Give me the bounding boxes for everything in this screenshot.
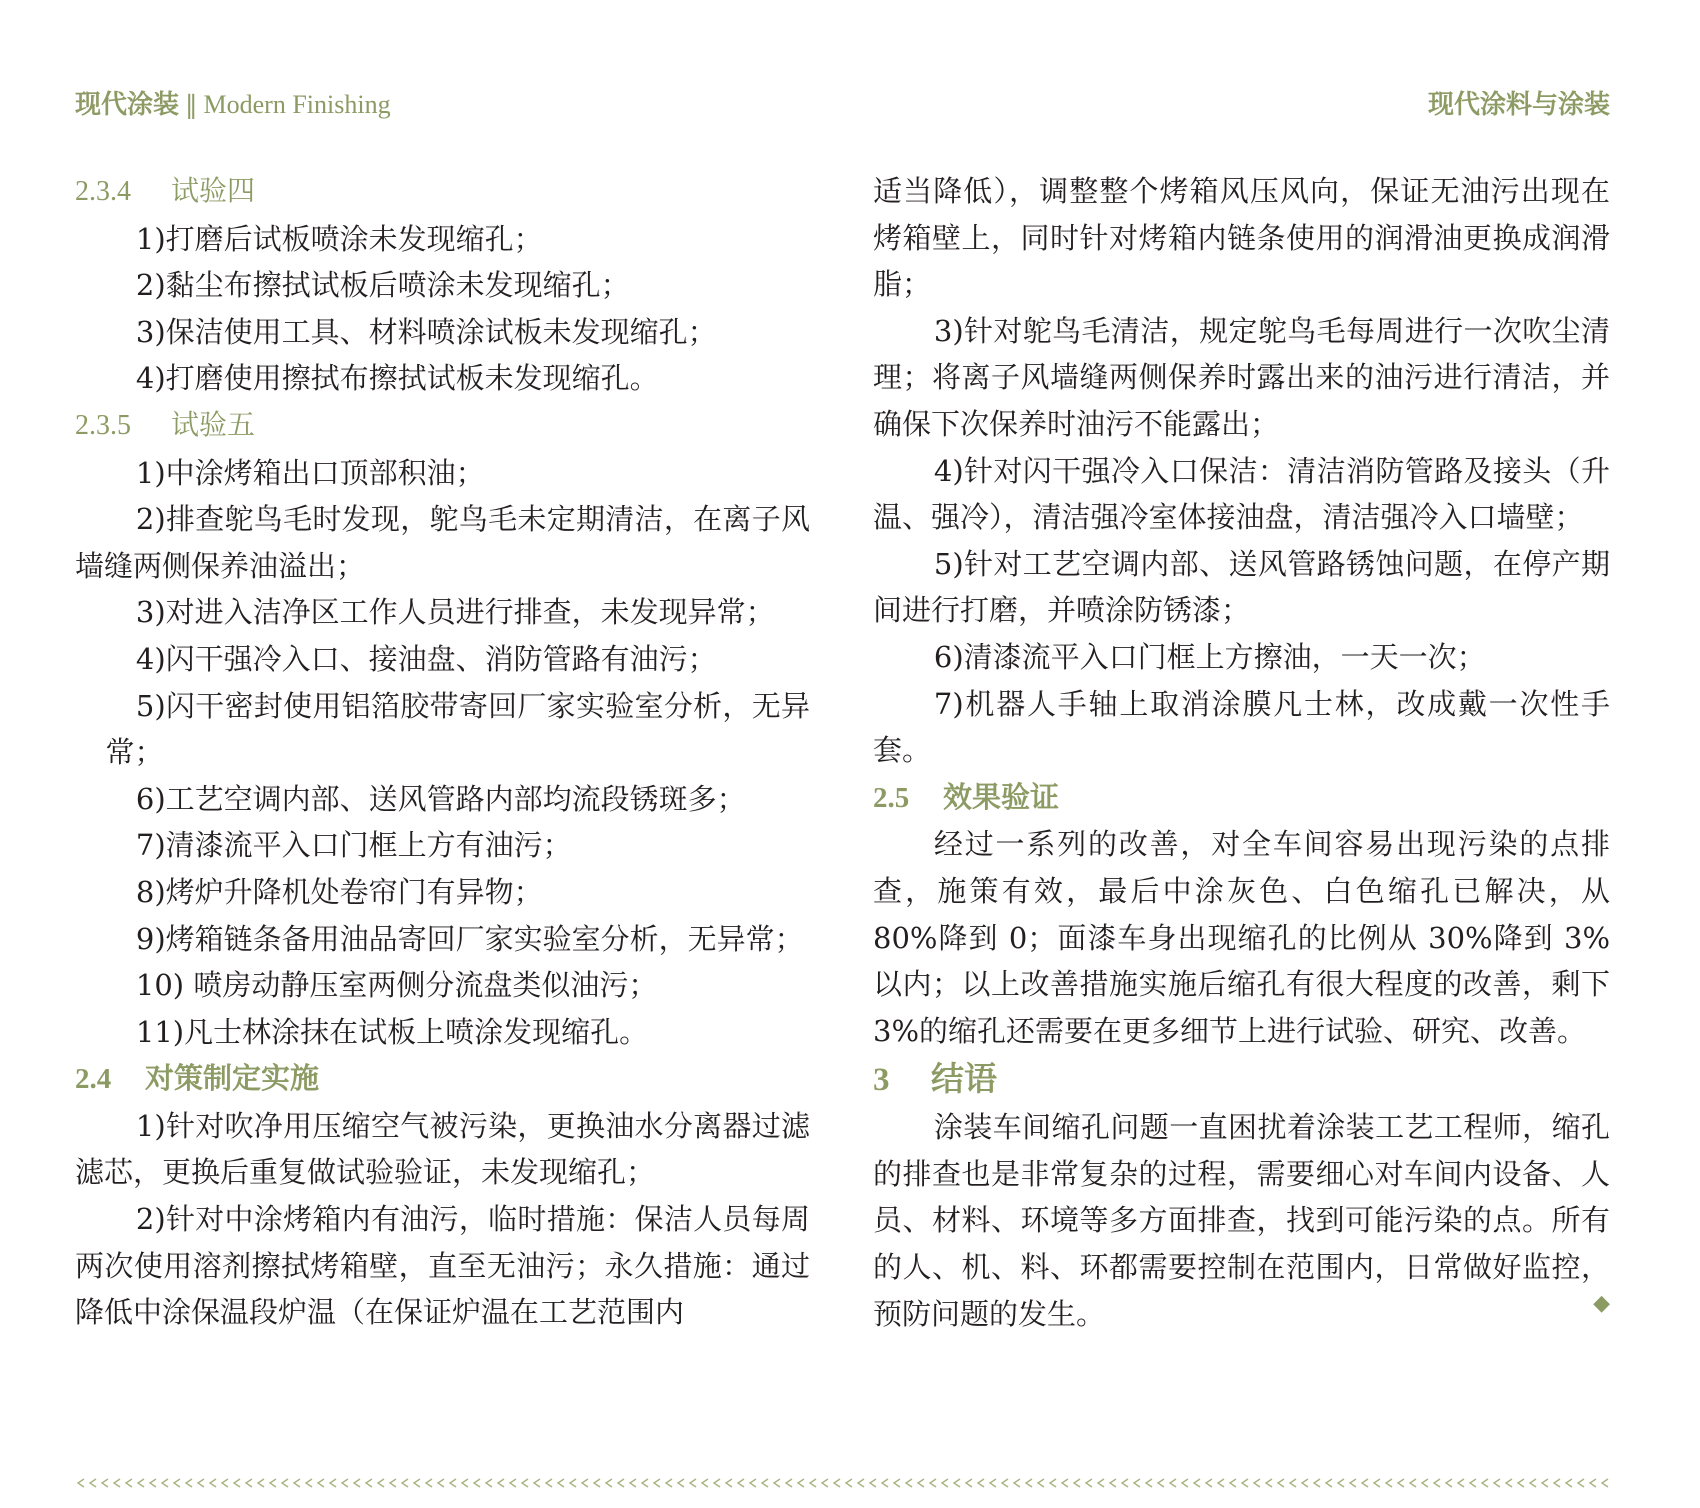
magazine-brand: 现代涂装 [75, 90, 180, 120]
list-item: 9)烤箱链条备用油品寄回厂家实验室分析，无异常； [135, 921, 804, 956]
list-item: 1)针对吹净用压缩空气被污染，更换油水分离器过滤滤芯，更换后重复做试验验证，未发现缩孔； [75, 1108, 810, 1190]
list-item: 4)闪干强冷入口、接油盘、消防管路有油污； [135, 641, 717, 676]
list-item: 5)针对工艺空调内部、送风管路锈蚀问题，在停产期间进行打磨，并喷涂防锈漆； [873, 546, 1610, 628]
left-column [75, 168, 810, 1336]
list-item: 4)打磨使用擦拭布擦拭试板未发现缩孔。 [135, 361, 659, 396]
header-separator: ‖ [185, 90, 198, 119]
section-heading-2-5: 2.5 效果验证 [873, 779, 1060, 814]
list-item: 3)保洁使用工具、材料喷涂试板未发现缩孔； [135, 314, 717, 349]
list-item: 6)工艺空调内部、送风管路内部均流段锈斑多； [135, 781, 746, 816]
list-item: 3)对进入洁净区工作人员进行排查，未发现异常； [135, 595, 775, 630]
list-item: 2)黏尘布擦拭试板后喷涂未发现缩孔； [135, 268, 630, 303]
list-item: 10) 喷房动静压室两侧分流盘类似油污； [135, 968, 658, 1003]
right-column [873, 168, 1610, 1337]
end-of-article-diamond-icon: ◆ [1593, 1290, 1610, 1316]
list-item: 11)凡士林涂抹在试板上喷涂发现缩孔。 [135, 1014, 649, 1049]
continued-paragraph: 适当降低），调整整个烤箱风压风向，保证无油污出现在烤箱壁上，同时针对烤箱内链条使用的润滑油更换成润滑脂； [873, 174, 1610, 302]
list-item: 5)闪干密封使用铝箔胶带寄回厂家实验室分析，无异常； [105, 688, 810, 770]
journal-name: 现代涂料与涂装 [1427, 90, 1610, 120]
list-item: 8)烤炉升降机处卷帘门有异物； [135, 874, 543, 909]
body-paragraph: 涂装车间缩孔问题一直困扰着涂装工艺工程师，缩孔的排查也是非常复杂的过程，需要细心对车间内设备、人员、材料、环境等多方面排查，找到可能污染的点。所有的人、机、料、环都需要控制在范围内，日常做好监控，预防问题的发生。 [873, 1110, 1610, 1331]
conclusion-block [873, 1104, 1610, 1337]
body-paragraph: 经过一系列的改善，对全车间容易出现污染的点排查，施策有效，最后中涂灰色、白色缩孔已解决，从 80%降到 0；面漆车身出现缩孔的比例从 30%降到 3%以内；以上改善措施实施后缩孔有很大程度的改善，剩下 3%的缩孔还需要在更多细节上进行试验、研究、改善。 [873, 827, 1610, 1048]
list-item: 7)清漆流平入口门框上方有油污； [135, 828, 572, 863]
list-item: 1)打磨后试板喷涂未发现缩孔； [135, 221, 543, 256]
magazine-english-name: Modern Finishing [203, 90, 391, 119]
list-item: 2)排查鸵鸟毛时发现，鸵鸟毛未定期清洁，在离子风墙缝两侧保养油溢出； [75, 502, 810, 583]
section-heading-2-3-4: 2.3.4 试验四 [75, 174, 256, 207]
list-item: 4)针对闪干强冷入口保洁：清洁消防管路及接头（升温、强冷），清洁强冷室体接油盘，清洁强冷入口墙壁； [873, 453, 1610, 535]
footer-chevron-rule [75, 1478, 1610, 1488]
list-item: 6)清漆流平入口门框上方擦油，一天一次； [933, 639, 1486, 674]
list-item: 2)针对中涂烤箱内有油污，临时措施：保洁人员每周两次使用溶剂擦拭烤箱壁，直至无油污；永久措施：通过降低中涂保温段炉温（在保证炉温在工艺范围内 [75, 1202, 810, 1330]
list-item: 3)针对鸵鸟毛清洁，规定鸵鸟毛每周进行一次吹尘清理；将离子风墙缝两侧保养时露出来的油污进行清洁，并确保下次保养时油污不能露出； [873, 313, 1610, 441]
running-header-left [75, 84, 391, 121]
section-heading-2-4: 2.4 对策制定实施 [75, 1061, 320, 1096]
section-heading-2-3-5: 2.3.5 试验五 [75, 407, 256, 441]
list-item: 7)机器人手轴上取消涂膜凡士林，改成戴一次性手套。 [873, 686, 1610, 768]
list-item: 1)中涂烤箱出口顶部积油； [135, 455, 485, 490]
section-heading-3: 3 结语 [873, 1059, 997, 1099]
